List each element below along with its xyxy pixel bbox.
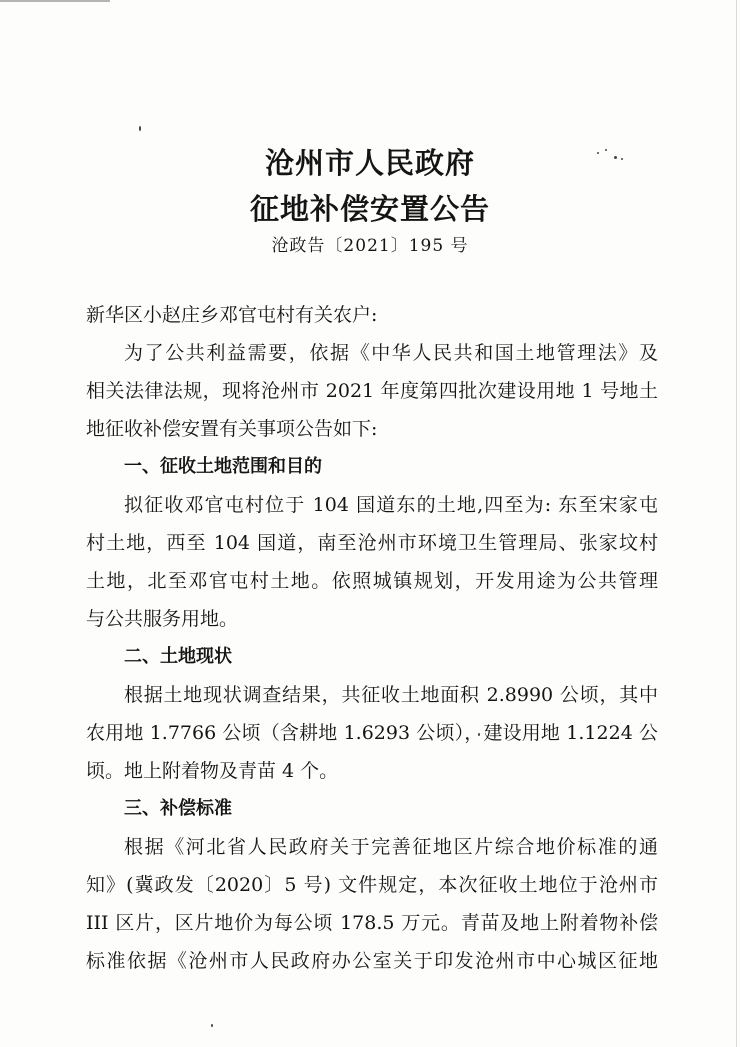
section-heading-scope: 一、征收土地范围和目的 bbox=[124, 456, 322, 477]
paragraph-line: 农用地 1.7766 公顷（含耕地 1.6293 公顷），建设用地 1.1224 公 bbox=[86, 722, 658, 744]
paragraph-line: 土地，北至邓官屯村土地。依照城镇规划，开发用途为公共管理 bbox=[86, 570, 658, 592]
page-subtitle: 征地补偿安置公告 bbox=[249, 192, 490, 226]
section-heading-compensation: 三、补偿标准 bbox=[124, 798, 232, 819]
scan-speck bbox=[211, 1024, 213, 1027]
addressee: 新华区小赵庄乡邓官屯村有关农户: bbox=[86, 304, 378, 326]
paragraph-line: 村土地，西至 104 国道，南至沧州市环境卫生管理局、张家坟村 bbox=[86, 532, 658, 554]
paragraph-line: 相关法律法规，现将沧州市 2021 年度第四批次建设用地 1 号地土 bbox=[86, 380, 658, 402]
paragraph-line: III 区片，区片地价为每公顷 178.5 万元。青苗及地上附着物补偿 bbox=[86, 912, 658, 934]
paragraph-line: 为了公共利益需要，依据《中华人民共和国土地管理法》及 bbox=[124, 342, 658, 364]
paragraph-line: 顷。地上附着物及青苗 4 个。 bbox=[86, 760, 339, 782]
scan-artifact-line bbox=[0, 0, 110, 2]
paragraph-line: 知》(冀政发〔2020〕5 号) 文件规定，本次征收土地位于沧州市 bbox=[86, 874, 658, 896]
paragraph-line: 地征收补偿安置有关事项公告如下: bbox=[86, 418, 378, 440]
document-number: 沧政告〔2021〕195 号 bbox=[271, 236, 469, 256]
paragraph-line: 标准依据《沧州市人民政府办公室关于印发沧州市中心城区征地 bbox=[86, 950, 658, 972]
scan-speck bbox=[139, 126, 141, 131]
paragraph-line: 根据土地现状调查结果，共征收土地面积 2.8990 公顷，其中 bbox=[124, 684, 658, 706]
paragraph-line: 根据《河北省人民政府关于完善征地区片综合地价标准的通 bbox=[124, 836, 658, 858]
document-body bbox=[86, 296, 658, 980]
section-heading-status: 二、土地现状 bbox=[124, 646, 232, 667]
paragraph-line: 拟征收邓官屯村位于 104 国道东的土地,四至为: 东至宋家屯 bbox=[124, 494, 658, 516]
paragraph-line: 与公共服务用地。 bbox=[86, 608, 239, 630]
page-title: 沧州市人民政府 bbox=[264, 146, 475, 180]
